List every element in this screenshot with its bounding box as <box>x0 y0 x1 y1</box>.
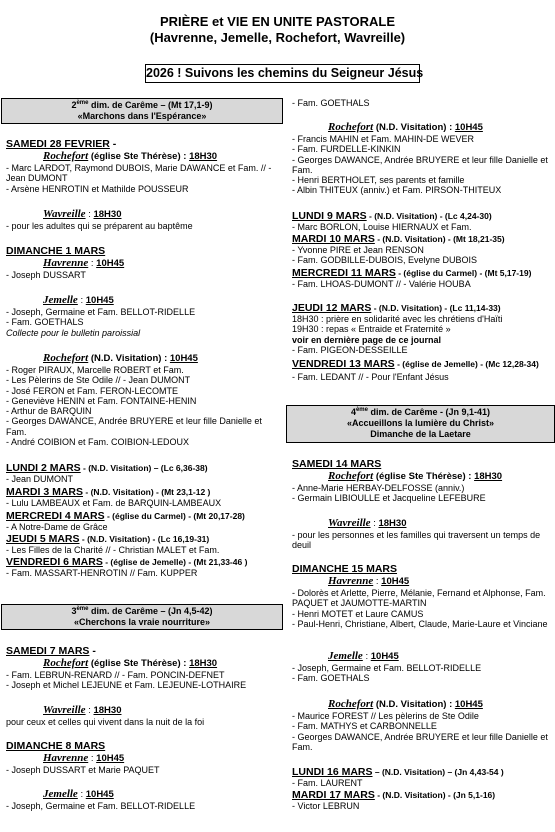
separator: : <box>77 295 86 306</box>
day-label: SAMEDI 7 MARS <box>6 645 90 657</box>
intention-line: - José FERON et Fam. FERON-LECOMTE <box>6 385 179 396</box>
intention-line: - Fam. GOETHALS <box>292 673 370 684</box>
entry-thursday-12 <box>292 302 554 355</box>
intention-line: - Fam. LEBRUN-RENARD // - Fam. PONCIN-DEFNET <box>6 670 225 680</box>
entry-friday-13 <box>292 358 554 382</box>
intention-line: - Joseph DUSSART et Marie PAQUET <box>6 765 160 775</box>
intention-line: - Georges DAWANCE, Andrée BRUYERE et leur fille Danielle et Fam. <box>292 731 548 752</box>
section-title: dim. de Carême – (Jn 4,5-42) <box>88 606 213 616</box>
place-name: Havrenne <box>328 575 374 587</box>
separator: : <box>370 518 379 529</box>
mass-hour: 18H30 <box>189 658 218 669</box>
entry-wednesday-4 <box>6 510 278 532</box>
section-num: 2 <box>71 100 77 110</box>
event-line: 18H30 : prière en solidarité avec les chrétiens d'Haïti <box>292 314 503 324</box>
day-label: JEUDI 5 MARS <box>6 533 80 545</box>
intention-line: - Joseph, Germaine et Fam. BELLOT-RIDELLE <box>6 307 196 317</box>
entry-saturday-7 <box>6 645 278 691</box>
entry-monday-16 <box>292 766 554 788</box>
intention-line: - Les Pèlerins de Ste Odile // - Jean DUMONT <box>6 375 191 386</box>
intention-line: - André COIBION et Fam. COIBION-LEDOUX <box>6 437 190 448</box>
intention-line: - Joseph, Germaine et Fam. BELLOT-RIDELLE <box>6 801 196 811</box>
intention-line: - Geneviève HENIN et Fam. FONTAINE-HENIN <box>6 395 197 406</box>
intention-line: - Les Filles de la Charité // - Christian MALET et Fam. <box>6 545 220 555</box>
separator: : <box>373 576 382 587</box>
section-title: dim. de Carême - (Jn 9,1-41) <box>367 407 491 417</box>
day-label: SAMEDI 14 MARS <box>292 458 382 470</box>
intention-line: - Fam. LEDANT // - Pour l'Enfant Jésus <box>292 372 449 382</box>
intention-line: - Joseph DUSSART <box>6 270 86 280</box>
intention-line: - Maurice FOREST // Les pèlerins de Ste Odile <box>292 711 479 721</box>
intention-line: - Joseph, Germaine et Fam. BELLOT-RIDELLE <box>292 663 482 673</box>
day-label: JEUDI 12 MARS <box>292 302 372 314</box>
place-name: Rochefort <box>328 121 374 133</box>
reading-ref: - (église du Carmel) - (Mt 20,17-28) <box>104 511 245 521</box>
mass-hour: 10H45 <box>454 122 483 133</box>
entry-sunday-8 <box>6 740 278 775</box>
entry-jemelle-1 <box>6 294 278 338</box>
church-name: (église Ste Thérèse) : <box>88 658 190 669</box>
day-label: MARDI 17 MARS <box>292 789 375 801</box>
day-label: MERCREDI 4 MARS <box>6 510 105 522</box>
entry-tuesday-17 <box>292 789 554 811</box>
entry-tuesday-10 <box>292 233 554 266</box>
reading-ref: - (église de Jemelle) - (Mc 12,28-34) <box>394 359 539 369</box>
section-theme: «Marchons dans l'Espérance» <box>77 111 207 121</box>
intention-line: - Fam. LAURENT <box>292 778 363 788</box>
place-name: Rochefort <box>328 698 374 710</box>
place-name: Rochefort <box>43 352 89 364</box>
day-label: SAMEDI 28 FEVRIER <box>6 138 110 150</box>
day-label: VENDREDI 13 MARS <box>292 358 395 370</box>
intention-line: - Marc BORLON, Louise HIERNAUX et Fam. <box>292 222 472 232</box>
entry-wavreille-14 <box>292 517 554 551</box>
intention-line: - Fam. LHOAS-DUMONT // - Valérie HOUBA <box>292 279 471 289</box>
intention-line: - pour les personnes et les familles qui traversent un temps de deuil <box>292 530 541 551</box>
continued-sunday-8 <box>292 98 554 108</box>
intention-line: - Fam. GOETHALS <box>292 98 370 108</box>
church-name: (N.D. Visitation) : <box>373 122 455 133</box>
section-sup: ème <box>76 606 89 612</box>
intention-line: - Roger PIRAUX, Marcelle ROBERT et Fam. <box>6 365 184 375</box>
intention-line: - Georges DAWANCE, Andrée BRUYERE et leur fille Danielle et Fam. <box>6 416 262 437</box>
intention-line: - Lulu LAMBEAUX et Fam. de BARQUIN-LAMBEAUX <box>6 498 222 508</box>
separator: : <box>77 789 86 800</box>
section-header-sunday-4 <box>286 405 555 443</box>
entry-jemelle-15 <box>292 650 554 684</box>
intention-line: - Arthur de BARQUIN <box>6 406 92 417</box>
church-name: (église Ste Thérèse) : <box>373 471 475 482</box>
mass-hour: 10H45 <box>169 353 198 364</box>
mass-hour: 18H30 <box>189 151 218 162</box>
intention-line: - Victor LEBRUN <box>292 801 360 811</box>
reading-ref: - (N.D. Visitation) – (Lc 6,36-38) <box>80 463 208 473</box>
place-name: Jemelle <box>328 650 363 662</box>
section-num: 4 <box>350 407 356 417</box>
mass-hour: 10H45 <box>85 789 114 800</box>
intention-line: - Fam. GOETHALS <box>6 317 84 328</box>
day-label: VENDREDI 6 MARS <box>6 556 103 568</box>
intention-line: - Georges DAWANCE, Andrée BRUYERE et leur fille Danielle et Fam. <box>292 154 548 175</box>
entry-monday-9 <box>292 210 554 232</box>
church-name: (église Ste Thérèse) : <box>88 151 190 162</box>
entry-friday-6 <box>6 556 278 578</box>
intention-line: - Paul-Henri, Christiane, Albert, Claude, Marie-Laure et Vinciane <box>292 618 548 629</box>
intention-line: pour ceux et celles qui vivent dans la nuit de la foi <box>6 717 205 727</box>
reading-ref: - (N.D. Visitation) - (Mt 23,1-12 ) <box>83 487 211 497</box>
entry-rochefort-1 <box>6 352 278 447</box>
entry-rochefort-15 <box>292 698 554 752</box>
intention-line: - Albin THITEUX (anniv.) et Fam. PIRSON-THITEUX <box>292 185 502 196</box>
intention-line: - A Notre-Dame de Grâce <box>6 522 108 532</box>
place-name: Wavreille <box>43 704 86 716</box>
intention-line: - Germain LIBIOULLE et Jacqueline LEFEBURE <box>292 493 486 504</box>
section-header-sunday-3 <box>1 604 283 630</box>
place-name: Rochefort <box>328 470 374 482</box>
place-name: Wavreille <box>43 208 86 220</box>
reading-ref: – (N.D. Visitation) – (Jn 4,43-54 ) <box>372 767 504 777</box>
separator: : <box>85 705 94 716</box>
church-name: (N.D. Visitation) : <box>88 353 170 364</box>
page-title <box>0 14 555 46</box>
section-header-sunday-2 <box>1 98 283 124</box>
mass-hour: 10H45 <box>85 295 114 306</box>
mass-hour: 10H45 <box>370 651 399 662</box>
title-line-1: PRIÈRE et VIE EN UNITE PASTORALE <box>159 14 395 29</box>
entry-saturday-14 <box>292 458 554 504</box>
intention-line: - Anne-Marie HERBAY-DELFOSSE (anniv.) <box>292 483 465 493</box>
intention-line: - Marc LARDOT, Raymond DUBOIS, Marie DAWANCE et Fam. // - Jean DUMONT <box>6 163 272 184</box>
day-label: DIMANCHE 15 MARS <box>292 563 398 575</box>
separator: : <box>88 258 97 269</box>
place-name: Rochefort <box>43 657 89 669</box>
separator: : <box>362 651 371 662</box>
entry-wavreille-28 <box>6 208 278 231</box>
mass-hour: 18H30 <box>93 705 122 716</box>
intention-line: - Joseph et Michel LEJEUNE et Fam. LEJEUNE-LOTHAIRE <box>6 680 247 691</box>
mass-hour: 18H30 <box>474 471 503 482</box>
section-theme: «Cherchons la vraie nourriture» <box>73 617 211 627</box>
separator: : <box>88 753 97 764</box>
intention-line: - Francis MAHIN et Fam. MAHIN-DE WEVER <box>292 134 475 144</box>
day-suffix: - <box>89 645 96 657</box>
day-label: MERCREDI 11 MARS <box>292 267 396 279</box>
day-label: LUNDI 9 MARS <box>292 210 367 222</box>
intention-line: - Arsène HENROTIN et Mathilde POUSSEUR <box>6 183 189 194</box>
entry-sunday-15 <box>292 563 554 629</box>
entry-saturday-28 <box>6 138 278 194</box>
day-label: DIMANCHE 1 MARS <box>6 245 106 257</box>
entry-rochefort-8 <box>292 121 554 196</box>
intention-line: - Yvonne PIRE et Jean RENSON <box>292 245 424 255</box>
place-name: Havrenne <box>43 752 89 764</box>
reading-ref: - (N.D. Visitation) - (Mt 18,21-35) <box>374 234 505 244</box>
entry-thursday-5 <box>6 533 278 555</box>
intention-line: - Fam. FURDELLE-KINKIN <box>292 144 401 155</box>
day-label: MARDI 3 MARS <box>6 486 84 498</box>
reading-ref: - (N.D. Visitation) - (Lc 4,24-30) <box>366 211 492 221</box>
church-name: (N.D. Visitation) : <box>373 699 455 710</box>
entry-monday-2 <box>6 462 278 484</box>
entry-jemelle-8 <box>6 788 278 811</box>
reading-ref: - (N.D. Visitation) - (Jn 5,1-16) <box>374 790 496 800</box>
mass-hour: 10H45 <box>96 258 125 269</box>
intention-line: - Fam. GODBILLE-DUBOIS, Evelyne DUBOIS <box>292 255 478 266</box>
mass-hour: 18H30 <box>378 518 407 529</box>
entry-wavreille-7 <box>6 704 278 727</box>
event-line: 19H30 : repas « Entraide et Fraternité » <box>292 324 451 335</box>
section-title: dim. de Carême – (Mt 17,1-9) <box>88 100 213 110</box>
entry-sunday-1 <box>6 245 278 280</box>
place-name: Wavreille <box>328 517 371 529</box>
section-sup: ème <box>355 407 368 413</box>
section-num: 3 <box>71 606 77 616</box>
place-name: Jemelle <box>43 788 78 800</box>
section-theme: «Accueillons la lumière du Christ» <box>346 418 495 428</box>
separator: : <box>85 209 94 220</box>
mass-hour: 10H45 <box>96 753 125 764</box>
day-label: MARDI 10 MARS <box>292 233 375 245</box>
see-last-page-note: voir en dernière page de ce journal <box>292 334 442 345</box>
year-theme-banner: 2026 ! Suivons les chemins du Seigneur Jésus <box>145 64 420 83</box>
mass-hour: 18H30 <box>93 209 122 220</box>
intention-line: - pour les adultes qui se préparent au baptême <box>6 221 193 231</box>
place-name: Havrenne <box>43 257 89 269</box>
entry-tuesday-3 <box>6 486 278 508</box>
section-subtitle: Dimanche de la Laetare <box>370 429 471 439</box>
day-label: LUNDI 2 MARS <box>6 462 81 474</box>
intention-line: - Henri BERTHOLET, ses parents et famille <box>292 175 465 186</box>
reading-ref: - (N.D. Visitation) - (Lc 16,19-31) <box>79 534 210 544</box>
intention-line: - Jean DUMONT <box>6 474 74 484</box>
reading-ref: - (église de Jemelle) - (Mt 21,33-46 ) <box>102 557 248 567</box>
intention-line: - Fam. PIGEON-DESSEILLE <box>292 344 408 355</box>
intention-line: - Fam. MATHYS et CARBONNELLE <box>292 721 437 732</box>
reading-ref: - (église du Carmel) - (Mt 5,17-19) <box>395 268 532 278</box>
mass-hour: 10H45 <box>454 699 483 710</box>
intention-line: - Fam. MASSART-HENROTIN // Fam. KUPPER <box>6 568 198 578</box>
section-sup: ème <box>76 100 89 106</box>
day-suffix: - <box>109 138 117 150</box>
day-label: DIMANCHE 8 MARS <box>6 740 106 752</box>
mass-hour: 10H45 <box>381 576 410 587</box>
collection-note: Collecte pour le bulletin paroissial <box>6 327 141 338</box>
entry-wednesday-11 <box>292 267 554 289</box>
reading-ref: - (N.D. Visitation) - (Lc 11,14-33) <box>371 303 501 313</box>
title-line-2: (Havrenne, Jemelle, Rochefort, Wavreille) <box>149 30 406 45</box>
intention-line: - Henri MOTET et Laure CAMUS <box>292 608 424 619</box>
place-name: Rochefort <box>43 150 89 162</box>
place-name: Jemelle <box>43 294 78 306</box>
day-label: LUNDI 16 MARS <box>292 766 373 778</box>
intention-line: - Dolorès et Arlette, Pierre, Mélanie, Fernand et Alphonse, Fam. PAQUET et JAUMOTTE-MARTIN <box>292 588 546 609</box>
